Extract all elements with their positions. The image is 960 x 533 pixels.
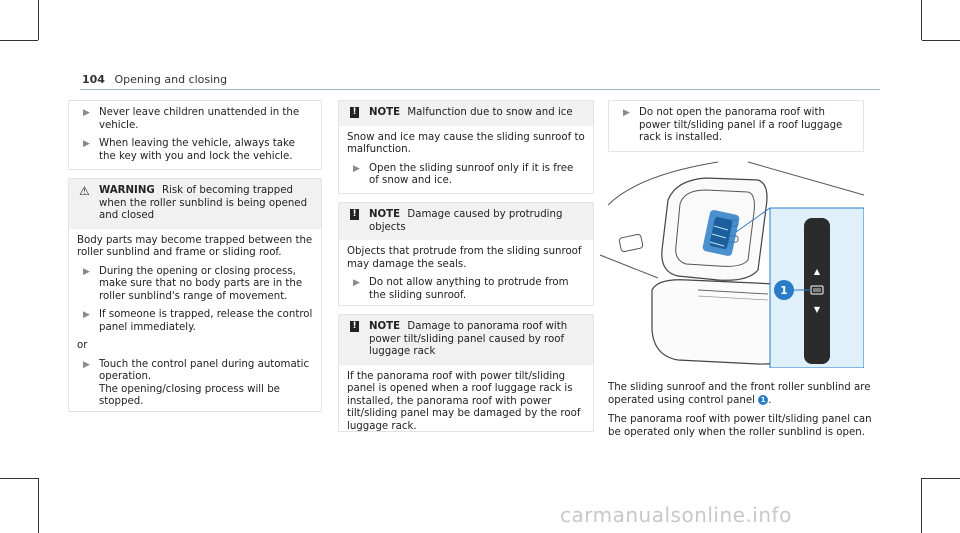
list-item: ▶ Never leave children unattended in the vehicle.	[83, 107, 300, 131]
page-number: 104	[82, 73, 105, 86]
note-title: Damage to panorama roof with power tilt/sliding panel caused by roof luggage rack	[369, 321, 568, 357]
crop-mark	[921, 478, 922, 533]
note-body: Snow and ice may cause the sliding sunroof to malfunction.	[347, 131, 585, 155]
warning-header	[69, 179, 321, 229]
caption-panorama-roof: The panorama roof with power tilt/sliding panel can be operated only when the roller sunblind is open.	[608, 414, 872, 438]
caption-control-panel: The sliding sunroof and the front roller sunblind are operated using control panel 1 .	[608, 382, 871, 406]
luggage-warning-box	[608, 100, 864, 152]
list-item: ▶ During the opening or closing process, make sure that no body parts are in the roller sunblind's range of movement.	[83, 265, 303, 302]
or-text: or	[77, 340, 88, 351]
svg-text:▲: ▲	[813, 267, 821, 276]
arrow-icon: ▶	[623, 108, 630, 118]
exclamation-icon: !	[350, 321, 359, 332]
safety-box	[68, 100, 322, 170]
arrow-icon: ▶	[83, 359, 90, 370]
note-label: NOTE	[369, 209, 401, 220]
list-item: ▶ If someone is trapped, release the control panel immediately.	[83, 309, 313, 333]
warning-body: Body parts may become trapped between the roller sunblind and frame or sliding roof.	[77, 234, 313, 258]
section-title: Opening and closing	[114, 73, 228, 86]
list-item: ▶ Do not allow anything to protrude from the sliding sunroof.	[353, 277, 569, 301]
note-body: Objects that protrude from the sliding sunroof may damage the seals.	[347, 246, 582, 270]
arrow-icon: ▶	[353, 278, 360, 288]
list-item: ▶ Do not open the panorama roof with power tilt/sliding panel if a roof luggage rack is installed.	[623, 107, 843, 143]
exclamation-icon: !	[350, 107, 359, 118]
callout-number: 1	[780, 284, 788, 297]
warning-title: Risk of becoming trapped when the roller sunblind is being opened and closed	[99, 185, 308, 221]
crop-mark	[922, 478, 960, 479]
note-box-snow	[338, 100, 594, 194]
exclamation-icon: !	[350, 209, 359, 220]
note-label: NOTE	[369, 321, 401, 332]
list-item: ▶ Touch the control panel during automatic operation. The opening/closing process will be stopped.	[83, 358, 310, 407]
note-body: If the panorama roof with power tilt/sliding panel is opened when a roof luggage rack is installed, the panorama roof with power tilt/sliding panel may be damaged by the roof luggage rack.	[347, 370, 581, 432]
callout-badge-icon: 1	[758, 395, 768, 405]
overhead-control-panel-illustration	[598, 160, 864, 368]
note-header	[339, 101, 593, 126]
list-item: ▶ When leaving the vehicle, always take the key with you and lock the vehicle.	[83, 138, 295, 162]
note-box-luggage-rack	[338, 314, 594, 432]
note-header	[339, 315, 593, 365]
crop-mark	[921, 0, 922, 40]
warning-box	[68, 178, 322, 412]
crop-mark	[0, 40, 38, 41]
note-box-protruding	[338, 202, 594, 306]
warning-label: WARNING	[99, 185, 155, 196]
list-item: ▶ Open the sliding sunroof only if it is free of snow and ice.	[353, 162, 574, 186]
note-title: Damage caused by protruding objects	[369, 209, 563, 233]
crop-mark	[38, 0, 39, 40]
header-rule	[80, 89, 880, 90]
arrow-icon: ▶	[83, 310, 90, 320]
crop-mark	[38, 478, 39, 533]
arrow-icon: ▶	[83, 139, 90, 149]
svg-text:▼: ▼	[813, 305, 821, 314]
watermark: carmanualsonline.info	[560, 503, 792, 527]
arrow-icon: ▶	[83, 108, 90, 118]
warning-triangle-icon: ⚠	[79, 184, 90, 198]
note-header	[339, 203, 593, 240]
crop-mark	[0, 478, 38, 479]
page-header	[82, 73, 227, 86]
note-label: NOTE	[369, 107, 401, 118]
arrow-icon: ▶	[353, 163, 360, 174]
note-title: Malfunction due to snow and ice	[407, 107, 573, 118]
arrow-icon: ▶	[83, 266, 90, 277]
crop-mark	[922, 40, 960, 41]
